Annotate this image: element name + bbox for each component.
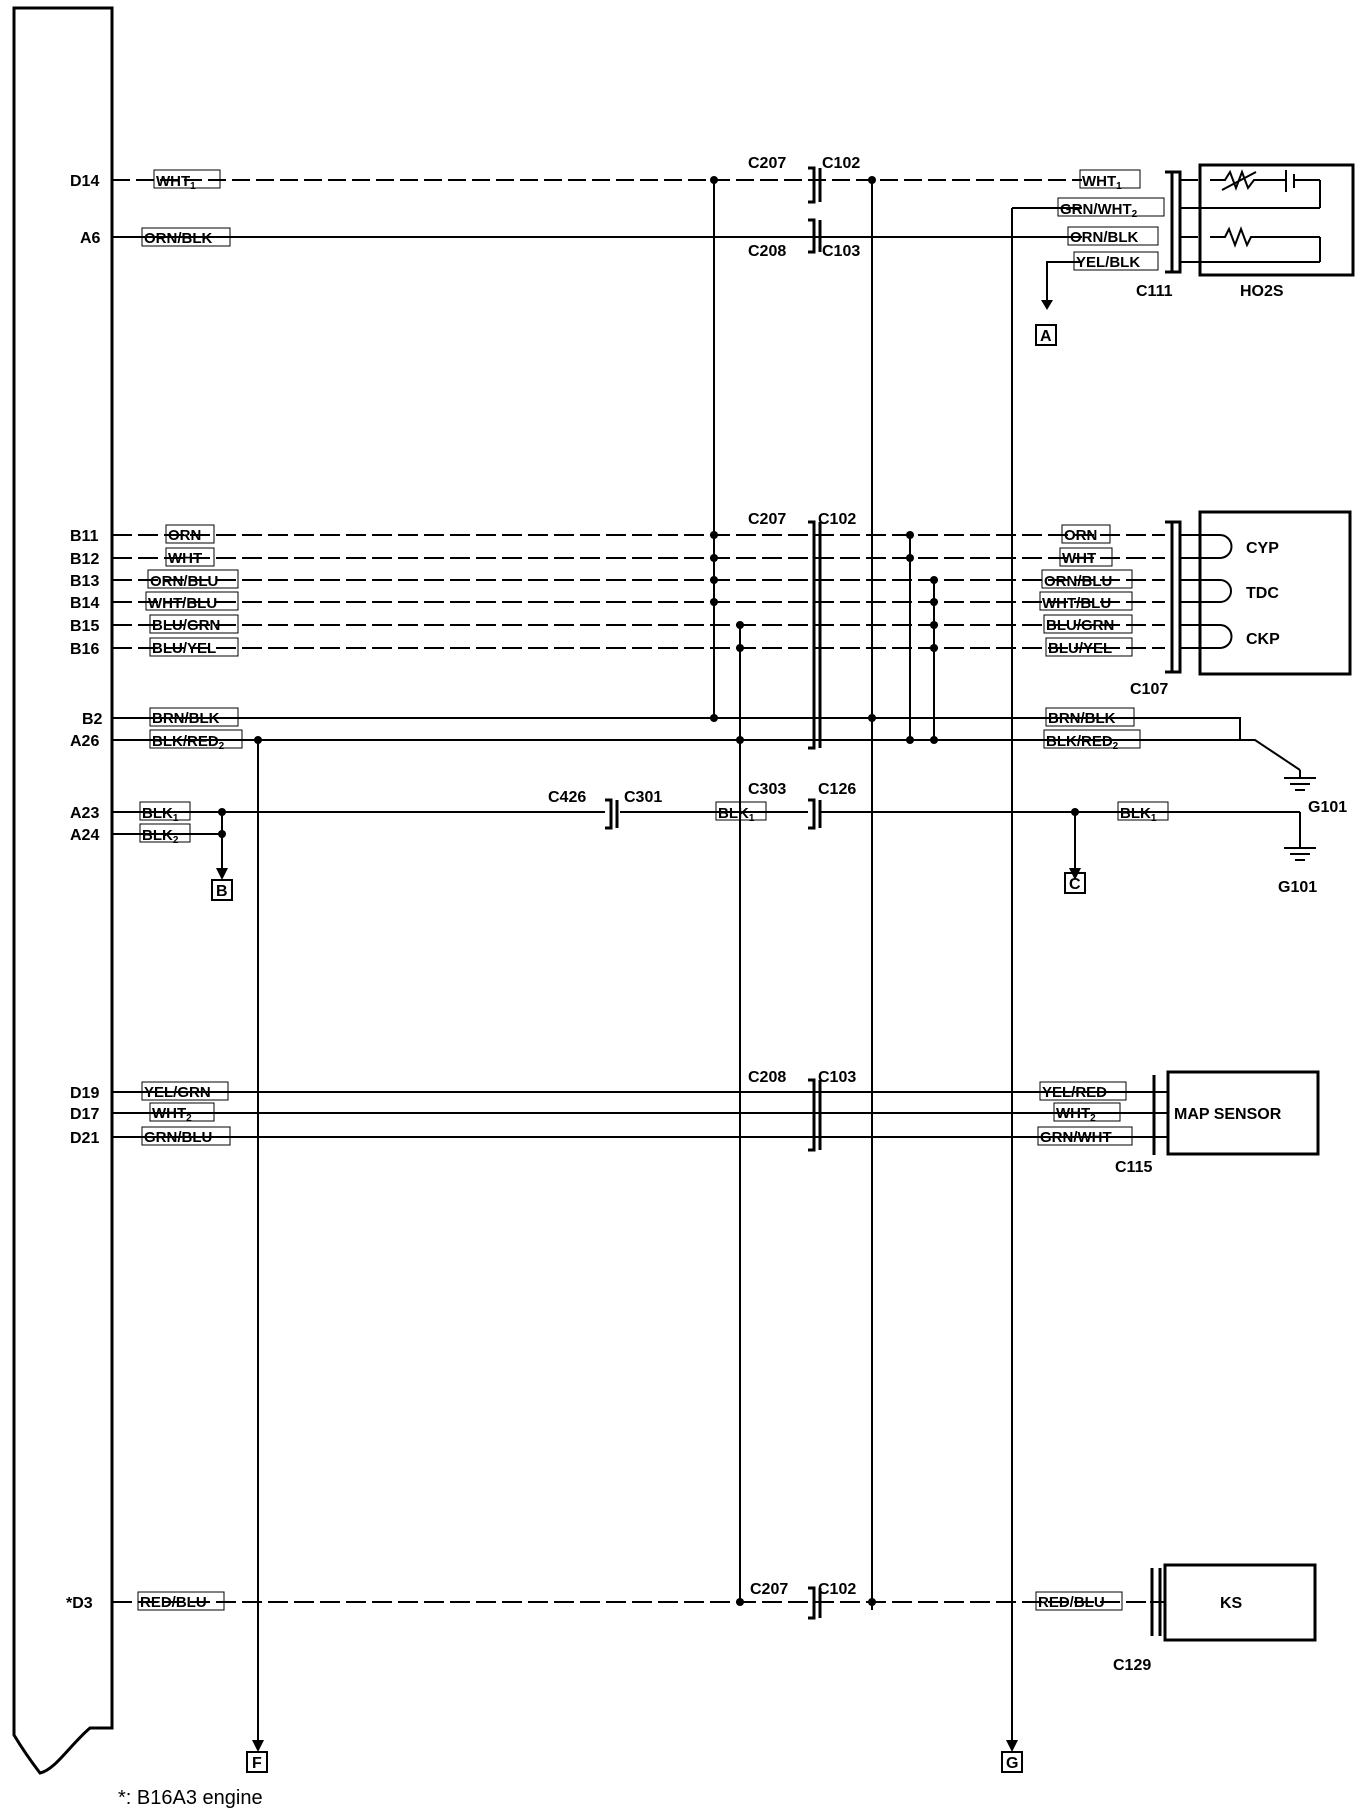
svg-text:BLK/RED2 [1046,733,1119,752]
conn-c126: C126 [818,781,857,798]
pin-d21: D21 [70,1130,100,1147]
wire-tdc-1: ORN/BLU [1044,573,1113,590]
conn-c102-b: C102 [818,511,857,528]
footnote: *: B16A3 engine [118,1787,263,1809]
pin-b14: B14 [70,595,100,612]
wire-ckp-1: BLU/GRN [1046,617,1115,634]
svg-text:GRN/WHT2 [1060,201,1138,220]
wire-tdc-2: WHT/BLU [1042,595,1112,612]
wire-map-3: GRN/WHT [1040,1129,1112,1146]
wire-map-2: WHT [1056,1105,1091,1122]
conn-c207-b: C207 [748,511,787,528]
component-ho2s: HO2S [1240,283,1284,300]
wire-ho2s-2: GRN/WHT [1060,201,1132,218]
ref-a: A [1040,328,1052,345]
component-map-sensor: MAP SENSOR [1174,1106,1282,1123]
pin-d19: D19 [70,1085,100,1102]
wire-a23: BLK [142,805,173,822]
pin-a23: A23 [70,805,100,822]
wire-b2: BRN/BLK [152,710,220,727]
conn-c208-b: C208 [748,1069,787,1086]
wire-d21: GRN/BLU [144,1129,213,1146]
wire-cyp-2: WHT [1062,550,1097,567]
wire-ckp-2: BLU/YEL [1048,640,1113,657]
conn-c111: C111 [1136,283,1173,300]
wire-d17-sub: 2 [186,1113,192,1124]
conn-c208-a: C208 [748,243,787,260]
wire-a6: ORN/BLK [144,230,213,247]
ref-c: C [1069,876,1081,893]
wire-map-2-sub: 2 [1090,1113,1096,1124]
wire-d3: RED/BLU [140,1594,207,1611]
wire-b11: ORN [168,527,202,544]
ho2s-box [1200,165,1353,275]
conn-c207-c: C207 [750,1581,789,1598]
wire-blk-right-sub: 1 [1150,813,1157,824]
svg-text:BLK/RED2 [152,733,225,752]
pin-a6: A6 [80,230,101,247]
svg-text:WHT1 [156,173,196,192]
ref-g: G [1006,1755,1019,1772]
pin-b16: B16 [70,641,100,658]
wire-blkred-sub: 2 [1112,741,1119,752]
wire-d17: WHT [152,1105,187,1122]
pin-d3: *D3 [66,1595,93,1612]
svg-text:WHT1 [1082,173,1122,192]
conn-c303: C303 [748,781,787,798]
conn-c103-b: C103 [818,1069,857,1086]
conn-c103-a: C103 [822,243,861,260]
wire-b14: WHT/BLU [148,595,218,612]
conn-c102-c: C102 [818,1581,857,1598]
svg-text:BLK1 [142,805,179,824]
pin-d17: D17 [70,1106,100,1123]
conn-g101-a: G101 [1308,799,1348,816]
conn-c129: C129 [1113,1657,1152,1674]
pin-d14: D14 [70,173,100,190]
component-ckp: CKP [1246,631,1280,648]
svg-text:WHT2 [1056,1105,1096,1124]
right-wire-labels [716,170,1168,1611]
conn-c301: C301 [624,789,663,806]
wire-blk-mid: BLK [718,805,749,822]
conn-g101-b: G101 [1278,879,1318,896]
pin-b2: B2 [82,711,103,728]
pin-b13: B13 [70,573,100,590]
wire-blk-right: BLK [1120,805,1151,822]
wire-a24: BLK [142,827,173,844]
conn-c207-a: C207 [748,155,787,172]
pin-b11: B11 [70,528,99,545]
pin-a26: A26 [70,733,100,750]
wire-a24-sub: 2 [172,835,179,846]
wire-ho2s-4: YEL/BLK [1076,254,1141,271]
wire-a23-sub: 1 [172,813,179,824]
wire-blk-mid-sub: 1 [748,813,755,824]
wire-ho2s-3: ORN/BLK [1070,229,1139,246]
wire-ho2s-1-sub: 1 [1116,181,1122,192]
wire-a26: BLK/RED [152,733,219,750]
wire-ho2s-2-sub: 2 [1131,209,1138,220]
wire-d19: YEL/GRN [144,1084,211,1101]
svg-text:BLK1 [1120,805,1157,824]
wire-d14: WHT [156,173,191,190]
wire-d14-sub: 1 [190,181,196,192]
wire-ks: RED/BLU [1038,1594,1105,1611]
svg-text:WHT2 [152,1105,192,1124]
wire-a26-sub: 2 [218,741,225,752]
wire-ho2s-1: WHT [1082,173,1117,190]
conn-c102-a: C102 [822,155,861,172]
conn-c115: C115 [1115,1159,1153,1176]
ref-b: B [216,883,228,900]
component-tdc: TDC [1246,585,1279,602]
wire-b13: ORN/BLU [150,573,219,590]
component-cyp: CYP [1246,540,1279,557]
wire-b16: BLU/YEL [152,640,217,657]
ref-f: F [252,1755,262,1772]
conn-c107: C107 [1130,681,1169,698]
wire-blkred: BLK/RED [1046,733,1113,750]
wire-brn: BRN/BLK [1048,710,1116,727]
pin-a24: A24 [70,827,100,844]
svg-text:BLK1 [718,805,755,824]
wire-cyp-1: ORN [1064,527,1098,544]
wire-map-1: YEL/RED [1042,1084,1108,1101]
wire-b12: WHT [168,550,203,567]
pin-b15: B15 [70,618,100,635]
ecm-outline [14,8,112,1773]
svg-text:BLK2 [142,827,179,846]
component-ks: KS [1220,1595,1243,1612]
pin-b12: B12 [70,551,100,568]
wire-b15: BLU/GRN [152,617,221,634]
conn-c426: C426 [548,789,587,806]
